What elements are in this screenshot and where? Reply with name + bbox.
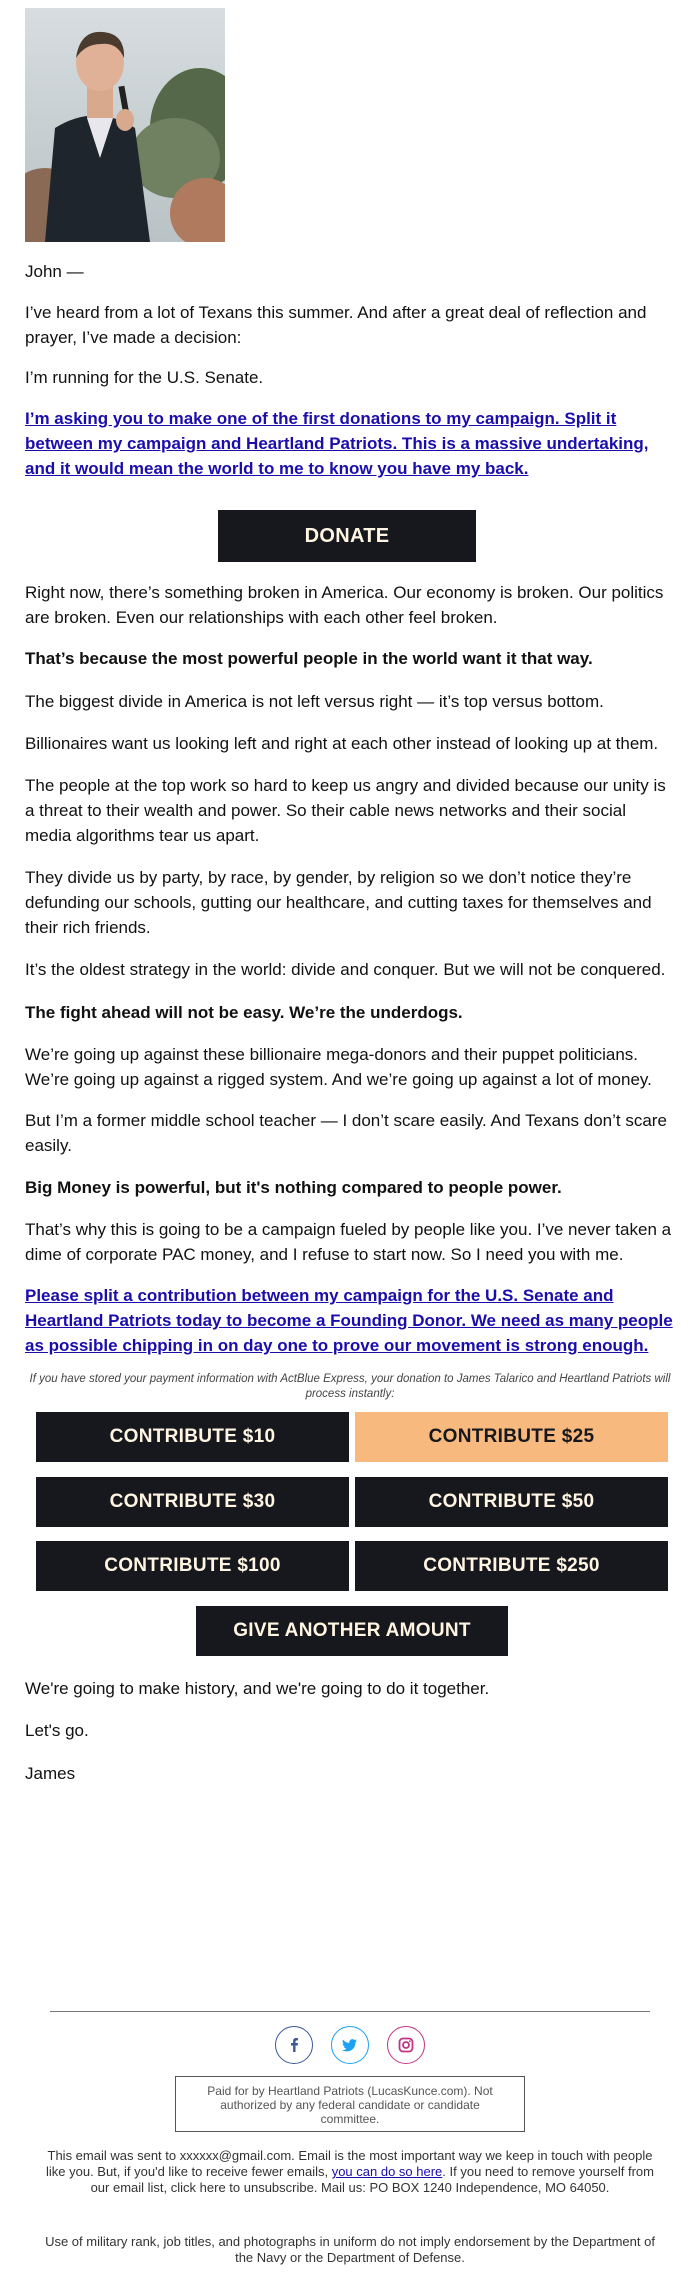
paragraph-bold: That’s because the most powerful people in the world want it that way. xyxy=(25,649,593,668)
paid-for-disclaimer: Paid for by Heartland Patriots (LucasKunce.com). Not authorized by any federal candidate or candidate committee. xyxy=(175,2076,525,2132)
greeting: John — xyxy=(25,262,84,281)
recipient-email: xxxxxx@gmail.com xyxy=(179,2148,292,2163)
ask-donation-link[interactable]: I’m asking you to make one of the first donations to my campaign. Split it between my campaign and Heartland Patriots. This is a massive undertaking, and it would mean the world to me to know you have my back. xyxy=(25,409,649,478)
contribute-100-button[interactable]: CONTRIBUTE $100 xyxy=(36,1541,349,1591)
candidate-photo xyxy=(25,8,225,242)
sent-to-middle: . Email is the most important way we keep in touch with people like you. But, if you'd like to receive fewer emails, xyxy=(45,2148,653,2179)
paragraph: They divide us by party, by race, by gender, by religion so we don’t notice they’re defunding our schools, gutting our healthcare, and cutting taxes for themselves and their rich friends. xyxy=(25,868,652,937)
contribute-250-button[interactable]: CONTRIBUTE $250 xyxy=(355,1541,668,1591)
contribute-25-button[interactable]: CONTRIBUTE $25 xyxy=(355,1412,668,1462)
paragraph-bold: The fight ahead will not be easy. We’re the underdogs. xyxy=(25,1003,463,1022)
twitter-icon[interactable] xyxy=(331,2026,369,2064)
closing-line: Let's go. xyxy=(25,1721,89,1740)
sent-to-suffix: . If you need to remove yourself from our email list, click here to unsubscribe. Mail us: PO BOX 1240 Independence, MO 64050. xyxy=(90,2164,654,2195)
paragraph: Billionaires want us looking left and right at each other instead of looking up at them. xyxy=(25,734,659,753)
paragraph: The people at the top work so hard to keep us angry and divided because our unity is a threat to their wealth and power. So their cable news networks and their social media algorithms tear us apart. xyxy=(25,776,666,845)
military-disclaimer: Use of military rank, job titles, and photographs in uniform do not imply endorsement by the Department of the Navy or the Department of Defense. xyxy=(45,2234,655,2265)
contribute-10-button[interactable]: CONTRIBUTE $10 xyxy=(36,1412,349,1462)
paragraph: I’ve heard from a lot of Texans this summer. And after a great deal of reflection and prayer, I’ve made a decision: xyxy=(25,303,647,347)
footer-divider xyxy=(50,2011,650,2012)
paragraph: We’re going up against these billionaire mega-donors and their puppet politicians. We’re going up against a rigged system. And we’re going up against a lot of money. xyxy=(25,1045,652,1089)
closing-line: We're going to make history, and we're going to do it together. xyxy=(25,1679,490,1698)
paragraph: I’m running for the U.S. Senate. xyxy=(25,368,264,387)
facebook-icon[interactable] xyxy=(275,2026,313,2064)
split-contribution-link[interactable]: Please split a contribution between my campaign for the U.S. Senate and Heartland Patriots today to become a Founding Donor. We need as many people as possible chipping in on day one to prove our movement is strong enough. xyxy=(25,1286,673,1355)
actblue-express-note: If you have stored your payment information with ActBlue Express, your donation to James Talarico and Heartland Patriots will process instantly: xyxy=(29,1373,671,1400)
paragraph: That’s why this is going to be a campaign fueled by people like you. I’ve never taken a dime of corporate PAC money, and I refuse to start now. So I need you with me. xyxy=(25,1220,672,1264)
donate-button[interactable]: DONATE xyxy=(218,510,476,562)
paragraph: The biggest divide in America is not left versus right — it’s top versus bottom. xyxy=(25,692,604,711)
footer-email-notice xyxy=(40,2148,660,2196)
paragraph: But I’m a former middle school teacher — I don’t scare easily. And Texans don’t scare easily. xyxy=(25,1111,667,1155)
signature: James xyxy=(25,1764,76,1783)
paragraph: Right now, there’s something broken in America. Our economy is broken. Our politics are broken. Even our relationships with each other feel broken. xyxy=(25,583,664,627)
fewer-emails-link[interactable]: you can do so here xyxy=(331,2164,443,2179)
instagram-icon[interactable] xyxy=(387,2026,425,2064)
sent-to-prefix: This email was sent to xyxy=(47,2148,180,2163)
paragraph: It’s the oldest strategy in the world: divide and conquer. But we will not be conquered. xyxy=(25,960,666,979)
give-another-amount-button[interactable]: GIVE ANOTHER AMOUNT xyxy=(196,1606,508,1656)
paragraph-bold: Big Money is powerful, but it's nothing compared to people power. xyxy=(25,1178,562,1197)
contribute-30-button[interactable]: CONTRIBUTE $30 xyxy=(36,1477,349,1527)
contribute-50-button[interactable]: CONTRIBUTE $50 xyxy=(355,1477,668,1527)
